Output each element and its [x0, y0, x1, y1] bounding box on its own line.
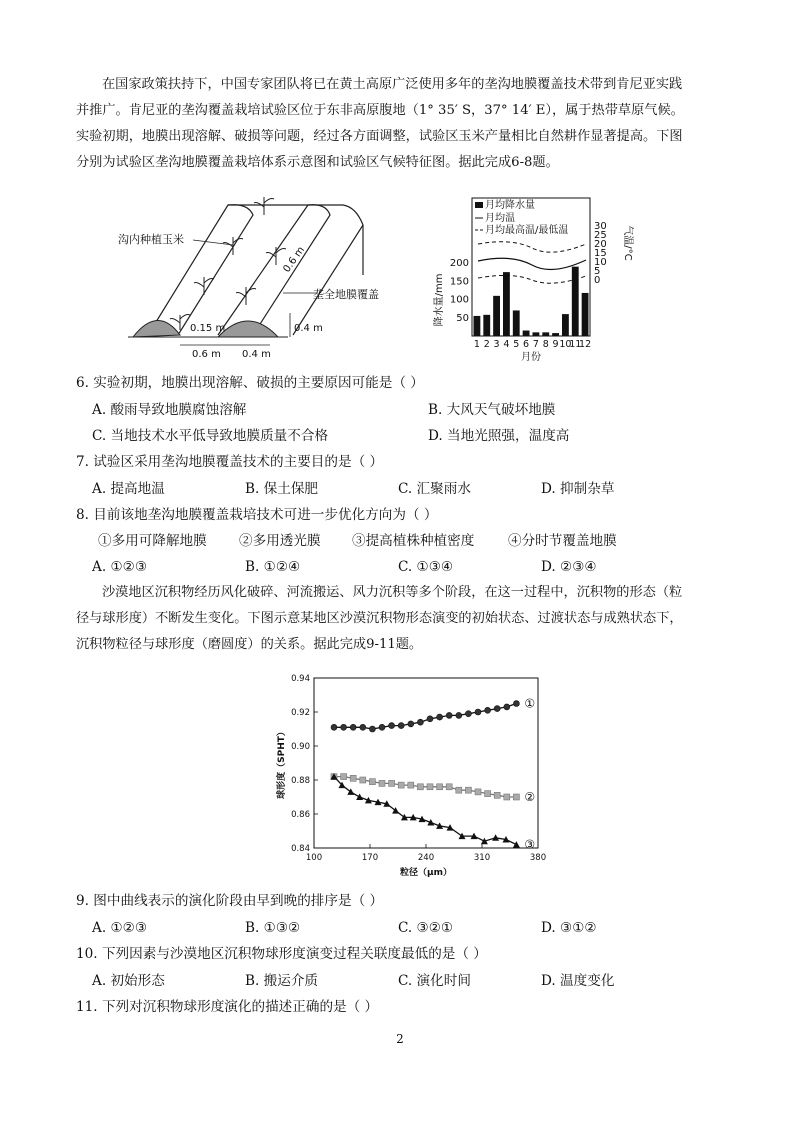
y-tick-label: 0.88: [291, 776, 310, 786]
temp-tick-label: 15: [594, 248, 607, 259]
y-tick-label: 0.84: [291, 844, 310, 854]
month-tick-label: 7: [532, 339, 539, 350]
data-point: [437, 714, 443, 720]
month-tick-label: 12: [579, 339, 592, 350]
month-tick-label: 4: [503, 339, 510, 350]
data-point: [427, 784, 433, 790]
data-point: [475, 709, 481, 715]
data-point: [513, 841, 520, 848]
precip-bar: [582, 293, 589, 336]
data-point: [350, 724, 356, 730]
month-tick-label: 3: [493, 339, 500, 350]
precip-bar: [533, 332, 540, 336]
data-point: [437, 784, 443, 790]
data-point: [350, 775, 356, 781]
precip-bar: [542, 332, 549, 336]
data-point: [494, 792, 500, 798]
data-point: [417, 784, 423, 790]
precip-bar: [503, 272, 510, 336]
data-point: [408, 782, 414, 788]
mean-temp-line: [478, 258, 586, 269]
data-point: [389, 780, 395, 786]
precip-bar: [474, 316, 481, 336]
q8-option-c: C. ①③④: [398, 559, 454, 575]
q9-stem: 9. 图中曲线表示的演化阶段由早到晚的排序是（ ）: [76, 893, 384, 909]
q8-item-2: ②多用透光膜: [239, 533, 321, 549]
x-tick-label: 310: [473, 853, 491, 863]
precip-bar: [513, 310, 520, 336]
q6-option-d: D. 当地光照强，温度高: [428, 428, 570, 444]
series-label-1: ①: [524, 696, 536, 711]
data-point: [379, 780, 385, 786]
data-point: [446, 712, 452, 718]
data-point: [356, 794, 363, 801]
passage-2-line-3: 沉积物粒径与球形度（磨圆度）的关系。据此完成9-11题。: [76, 637, 423, 652]
legend-mean-temp: 月均温: [485, 213, 515, 224]
passage-1-line-4: 分别为试验区垄沟地膜覆盖栽培体系示意图和试验区气候特征图。据此完成6-8题。: [76, 155, 559, 170]
month-tick-label: 2: [483, 339, 490, 350]
x-tick-label: 240: [417, 853, 435, 863]
q10-option-d: D. 温度变化: [541, 973, 615, 989]
data-point: [360, 777, 366, 783]
passage-2-line-2: 径与球形度）不断发生变化。下图示意某地区沙漠沉积物形态演变的初始状态、过渡状态与成熟状态下，: [76, 611, 683, 626]
data-point: [341, 724, 347, 730]
month-tick-label: 1: [473, 339, 480, 350]
legend-maxmin-temp: 月均最高温/最低温: [485, 225, 569, 236]
month-tick-label: 8: [542, 339, 549, 350]
temp-tick-label: 10: [594, 257, 607, 268]
data-point: [379, 724, 385, 730]
data-point: [465, 711, 471, 717]
temp-tick-label: 0: [594, 275, 601, 286]
data-point: [369, 726, 375, 732]
q9-option-d: D. ③①②: [541, 920, 597, 936]
series-label-2: ②: [524, 790, 536, 804]
climate-chart: [430, 188, 635, 366]
q10-option-b: B. 搬运介质: [245, 973, 319, 989]
precip-bar: [572, 267, 579, 336]
ridge-furrow-diagram: [118, 185, 418, 360]
data-point: [494, 706, 500, 712]
month-tick-label: 6: [523, 339, 530, 350]
film-label: 垄全地膜覆盖: [313, 288, 379, 301]
precip-bar: [493, 296, 500, 336]
q11-stem: 11. 下列对沉积物球形度演化的描述正确的是（ ）: [76, 999, 379, 1015]
data-point: [475, 789, 481, 795]
data-point: [513, 794, 519, 800]
data-point: [341, 774, 347, 780]
y2-axis-label: 气温/°C: [622, 225, 633, 261]
data-point: [446, 784, 452, 790]
data-point: [398, 782, 404, 788]
precip-bar: [483, 315, 490, 336]
dim-slope: 0.6 m: [281, 244, 307, 275]
data-point: [389, 723, 395, 729]
q7-option-a: A. 提高地温: [92, 481, 165, 497]
month-tick-label: 11: [569, 339, 582, 350]
page-number: 2: [396, 1032, 404, 1046]
data-point: [504, 794, 510, 800]
series-label-3: ③: [524, 837, 536, 852]
x-axis-label: 月份: [521, 352, 541, 363]
sphericity-chart: [270, 668, 560, 880]
data-point: [456, 712, 462, 718]
temp-tick-label: 30: [594, 221, 607, 232]
q8-item-3: ③提高植株种植密度: [352, 533, 475, 549]
data-point: [485, 707, 491, 713]
precip-tick-label: 200: [449, 258, 469, 269]
q10-option-a: A. 初始形态: [92, 973, 165, 989]
data-point: [465, 787, 471, 793]
data-point: [513, 701, 519, 707]
q6-option-a: A. 酸雨导致地膜腐蚀溶解: [92, 402, 247, 418]
q8-item-4: ④分时节覆盖地膜: [508, 533, 617, 549]
data-point: [398, 723, 404, 729]
q9-option-b: B. ①③②: [245, 920, 301, 936]
q9-option-c: C. ③②①: [398, 920, 454, 936]
precip-tick-label: 50: [456, 312, 469, 324]
month-tick-label: 9: [552, 339, 559, 350]
plot-frame: [314, 678, 538, 848]
data-point: [504, 704, 510, 710]
x-axis-label: 粒径（μm）: [399, 868, 453, 878]
y-tick-label: 0.94: [291, 674, 310, 684]
q6-option-c: C. 当地技术水平低导致地膜质量不合格: [92, 428, 329, 444]
passage-1-line-1: 在国家政策扶持下，中国专家团队将已在黄土高原广泛使用多年的垄沟地膜覆盖技术带到肯尼亚实践: [102, 77, 683, 92]
passage-1-line-3: 实验初期，地膜出现溶解、破损等问题，经过各方面调整，试验区玉米产量相比自然耕作显著提高。下图: [76, 129, 683, 144]
q8-option-a: A. ①②③: [92, 559, 148, 575]
corn-label: 沟内种植玉米: [118, 233, 184, 246]
y-tick-label: 0.92: [291, 708, 310, 718]
precip-bar: [523, 331, 530, 336]
data-point: [369, 779, 375, 785]
data-point: [485, 791, 491, 797]
dim-height: 0.4 m: [294, 323, 323, 334]
q8-stem: 8. 目前该地垄沟地膜覆盖栽培技术可进一步优化方向为（ ）: [76, 507, 438, 523]
q6-option-b: B. 大风天气破坏地膜: [428, 402, 556, 418]
precip-tick-label: 150: [449, 276, 469, 288]
legend-bar-swatch: [475, 202, 483, 208]
passage-1: [76, 72, 726, 176]
q8-option-b: B. ①②④: [245, 559, 301, 575]
x-tick-label: 170: [361, 853, 379, 863]
month-tick-label: 10: [559, 339, 572, 350]
y-axis-label: 降水量/mm: [434, 273, 445, 327]
q6-stem: 6. 实验初期，地膜出现溶解、破损的主要原因可能是（ ）: [76, 375, 424, 391]
y-tick-label: 0.90: [291, 742, 310, 752]
q8-option-d: D. ②③④: [541, 559, 597, 575]
q9-option-a: A. ①②③: [92, 920, 148, 936]
temp-tick-label: 25: [594, 230, 607, 241]
precip-bar: [552, 333, 559, 336]
data-point: [408, 721, 414, 727]
temp-tick-label: 5: [594, 266, 601, 277]
data-point: [456, 787, 462, 793]
month-tick-label: 5: [513, 339, 520, 350]
precip-bar: [562, 314, 569, 336]
q8-item-1: ①多用可降解地膜: [98, 533, 207, 549]
q7-option-d: D. 抑制杂草: [541, 481, 615, 497]
data-point: [331, 724, 337, 730]
temp-tick-label: 20: [594, 239, 607, 250]
passage-2: [76, 580, 726, 658]
q10-option-c: C. 演化时间: [398, 973, 471, 989]
y-axis-label: 球形度（SPHT）: [277, 727, 287, 799]
q7-option-c: C. 汇聚雨水: [398, 481, 471, 497]
q7-stem: 7. 试验区采用垄沟地膜覆盖技术的主要目的是（ ）: [76, 454, 384, 470]
legend-precip: 月均降水量: [485, 200, 535, 211]
max-temp-line: [478, 242, 586, 252]
q7-option-b: B. 保土保肥: [245, 481, 319, 497]
dim-furrow-width: 0.6 m: [192, 349, 221, 360]
data-point: [360, 724, 366, 730]
x-tick-label: 100: [305, 853, 323, 863]
data-point: [417, 719, 423, 725]
passage-1-line-2: 并推广。肯尼亚的垄沟覆盖栽培试验区位于东非高原腹地（1° 35′ S，37° 14′ E），属于热带草原气候。: [76, 103, 684, 118]
dim-depth: 0.15 m: [190, 323, 226, 334]
min-temp-line: [478, 275, 586, 283]
data-point: [427, 716, 433, 722]
q10-stem: 10. 下列因素与沙漠地区沉积物球形度演变过程关联度最低的是（ ）: [76, 946, 487, 962]
y-tick-label: 0.86: [291, 810, 310, 820]
passage-2-line-1: 沙漠地区沉积物经历风化破碎、河流搬运、风力沉积等多个阶段，在这一过程中，沉积物的形态（粒: [102, 585, 683, 600]
x-tick-label: 380: [529, 853, 547, 863]
precip-tick-label: 100: [449, 294, 469, 306]
dim-ridge-width: 0.4 m: [242, 349, 271, 360]
